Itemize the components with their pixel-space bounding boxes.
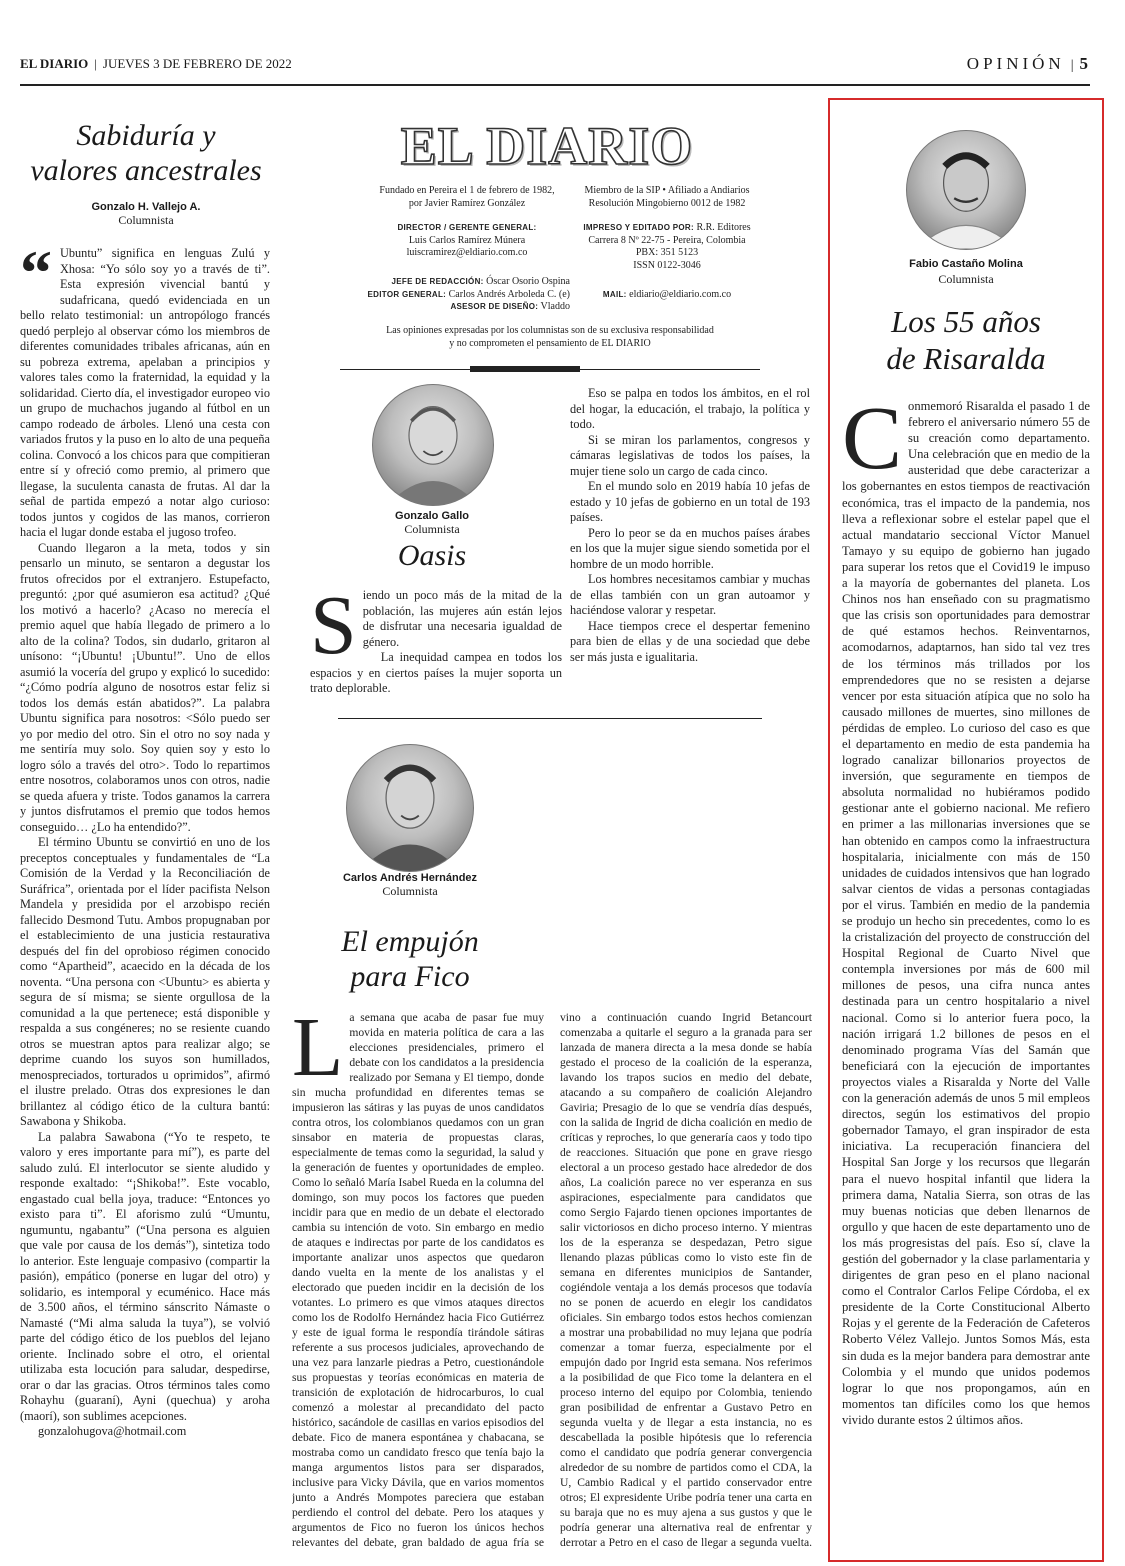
director-label: DIRECTOR / GERENTE GENERAL: <box>397 223 537 232</box>
article-fico-title-line2: para Fico <box>350 960 470 994</box>
article-left-paragraph: Cuando llegaron a la meta, todos y sin pensarlo un minuto, se sentaron a degustar los frutos ofrecidos por el extranjero. Estupefacto, preguntó: ¿por qué asumieron esa actitud? ¿Qué los motivó a hacerlo? ¿Acaso no merecía el premio aquel que había llegado de primero a lo alto de la colina? Todos, sin dudarlo, gritaron al unísono: “¡Ubuntu! ¡Ubuntu!”. Uno de ellos asumió la vocería del grupo y explicó lo sucedido: “¿Cómo podría alguno de nosotros estar feliz si todos los demás están abatidos?”. La palabra Ubuntu significa para nosotros: <Sólo puedo ser yo por medio del otro. Sin el otro no soy nada y me sentiría muy solo. Soy quien soy y esto lo logro sólo a través del otro>. Todo lo repartimos entre nosotros, colaboramos unos con otros, nadie se queda afuera y triste. Todos ganamos la carrera y juntos disfrutamos el premio que todos hemos conseguido… ¿Lo ha entendido?”. <box>20 540 270 834</box>
article-left-title <box>20 118 272 189</box>
article-oasis-paragraph: Si se miran los parlamentos, congresos y cámaras legislativas de todos los países, la mujer tiene solo un cargo de cada cinco. <box>570 432 810 478</box>
mail-label: MAIL: <box>602 290 627 299</box>
article-fico-body <box>292 1010 812 1556</box>
masthead-rule-accent <box>470 366 580 372</box>
director-name: Luis Carlos Ramírez Múnera <box>408 234 526 246</box>
article-oasis-paragraph: La inequidad campea en todos los espacios y en ciertos países la mujer soporta un trato deplorable. <box>310 650 562 695</box>
article-fico-paragraph <box>292 1010 812 1556</box>
gonzalo-gallo-photo <box>372 384 494 506</box>
article-fico-title-line1: El empujón <box>341 925 479 958</box>
article-oasis-dropcap: S <box>310 588 357 672</box>
header-section: OPINIÓN <box>966 54 1065 73</box>
masthead-disclaimer <box>330 325 770 350</box>
header-paper-name: EL DIARIO <box>20 56 89 71</box>
masthead-printer <box>572 222 762 272</box>
editor-name: Carlos Andrés Arboleda C. (e) <box>448 288 570 300</box>
article-left-paragraph <box>20 246 270 541</box>
article-oasis-first-text: iendo un poco más de la mitad de la población, las mujeres aún están lejos de disfrutar una necesaria igualdad de género. <box>362 588 562 649</box>
disclaimer-line2: y no comprometen el pensamiento de EL DIARIO <box>449 337 651 349</box>
article-oasis-body-b <box>570 386 810 698</box>
article-oasis-paragraph: En el mundo solo en 2019 había 10 jefas de estado y 10 jefas de gobierno en un total de 193 países. <box>570 479 810 524</box>
fabio-castano-photo <box>906 130 1026 250</box>
article-left-first-text: Ubuntu” significa en lenguas Zulú y Xhosa: “Yo sólo soy yo a través de ti”. Esta expresión vivencial bantú y sudafricana, quedó evidenciada en un bello relato testimonial: un antropólogo francés quedó perplejo al observar cómo los miembros de diferentes comunidades tribales africanas, aún en su pobreza extrema, apelaban a principios y valores tales como la fraternidad, la equidad y la solidaridad. Cierto día, el investigador europeo vio un grupo de muchachos jugando al fútbol en un campo rodeado de árboles. Llenó una cesta con variados frutos y la puso en lo alto de una pequeña colina. Convocó a los chicos para que compitieran entre sí y ofreció como premio, al primero que llegase, la suculenta canasta de frutas. Al dar la señal de partida empezó a notar algo curioso: todos juntos y cogidos de las manos, corrieron hacia el lugar donde estaba el jugoso trofeo. <box>20 246 270 539</box>
masthead-logo-text: EL DIARIO <box>400 116 694 176</box>
article-left-role: Columnista <box>118 212 174 227</box>
article-left-body <box>20 246 270 1556</box>
article-right-paragraph <box>842 398 1090 1428</box>
header-rule <box>20 84 1090 86</box>
article-oasis-role: Columnista <box>404 522 460 536</box>
masthead-staff <box>340 276 570 314</box>
section-divider <box>338 718 762 719</box>
editor-label: EDITOR GENERAL: <box>367 289 447 299</box>
article-left-header <box>20 118 272 228</box>
design-name: Vladdo <box>540 301 570 312</box>
design-label: ASESOR DE DISEÑO: <box>450 302 539 311</box>
article-right-title-line1: Los 55 años <box>891 304 1041 339</box>
article-left-paragraph: El término Ubuntu se convirtió en uno de los preceptos conceptuales y fundamentales de “La Comisión de la Verdad y la Reconciliación de Suráfrica”, orientada por el líder pacifista Nelson Mandela y presidida por el arzobispo recién fallecido Desmond Tutu. Ambos propugnaban por el establecimiento de una justicia restaurativa después del fin del oprobioso régimen conocido como “Apartheid”, acaecido en la década de los noventa. “Una persona con <Ubuntu> es abierta y segura de sí misma; se siente orgullosa de la comunidad a la que pertenece; está disponible y respalda a sus congéneres; no se resiente cuando otros se muestran aptos para realizar algo; se deprime cuando los suyos son humillados, menospreciados, torturados u oprimidos”, afirmó el ilustre prelado. Otras dos expresiones le dan brillantez al código ético de la cultura bantú: Sawabona y Shikoba. <box>20 835 270 1128</box>
printed-label: IMPRESO Y EDITADO POR: <box>583 223 694 232</box>
page-header <box>20 56 1090 76</box>
masthead-mail <box>572 289 762 302</box>
mail-address: eldiario@eldiario.com.co <box>629 289 732 300</box>
director-email: luiscramirez@eldiario.com.co <box>406 247 528 258</box>
person-portrait-icon <box>373 385 493 505</box>
chief-label: JEFE DE REDACCIÓN: <box>391 277 484 286</box>
article-oasis-title: Oasis <box>397 539 467 572</box>
masthead-membership: Miembro de la SIP • Afiliado a Andiarios Resolución Mingobierno 0012 de 1982 <box>584 185 750 209</box>
printer-issn: ISSN 0122-3046 <box>633 259 701 271</box>
article-oasis-paragraph: Eso se palpa en todos los ámbitos, en el rol del hogar, la educación, el trabajo, la política y todo. <box>570 386 810 431</box>
article-right-body <box>842 398 1090 1552</box>
printer-pbx: PBX: 351 5123 <box>635 247 699 258</box>
article-oasis-paragraph <box>310 588 562 672</box>
article-fico-text <box>292 1010 812 1556</box>
article-oasis-author: Gonzalo Gallo <box>395 510 469 522</box>
disclaimer-line1: Las opiniones expresadas por los columnistas son de su exclusiva responsabilidad <box>386 325 714 336</box>
article-fico-dropcap: L <box>292 1010 344 1094</box>
article-left-paragraph: La palabra Sawabona (“Yo te respeto, te valoro y eres importante para mí”), es parte del saludo zulú. El interlocutor se siente aludido y responde exaltado: “¡Shikoba!”. Este vocablo, engastado cual bella joya, traduce: “Entonces yo existo para ti”. El aforismo zulú “Umuntu, ngumuntu, ngabantu” (“Una persona es alguien que vale por causa de los demás”), sintetiza todo lo anterior. Este lenguaje compasivo (compartir la pasión), empático (ponerse en lugar del otro) y solidario, es intemporal y ecuménico. Hace más de 3.500 años, el término sánscrito Námaste o Namasté (“Mi alma saluda la tuya”), se volvió parte del código ético de los pueblos del lejano oriente. Inclinado sobre el otro, el oriental utilizaba esta locución para saludar, despedirse, orar o dar las gracias. Otros términos tales como Rohayhu (guaraní), Ayni (quechua) y aroha (maorí), son sublimes acepciones. <box>20 1129 270 1423</box>
quote-mark-icon: “ <box>20 246 52 308</box>
header-page-number: 5 <box>1079 54 1088 73</box>
article-oasis-paragraph: Pero lo peor se da en muchos países árabes en los que la mujer sigue siendo sometida por el hombre de un modo horrible. <box>570 525 810 571</box>
person-portrait-icon <box>347 745 473 871</box>
header-separator-right: | <box>1070 58 1074 73</box>
article-left-title-line2: valores ancestrales <box>30 154 262 188</box>
article-oasis-paragraph: Hace tiempos crece el despertar femenino para bien de ellas y de una sociedad que debe ser más justa e igualitaria. <box>570 618 810 664</box>
article-right-title <box>848 304 1084 377</box>
carlos-hernandez-photo <box>346 744 474 872</box>
header-right <box>967 54 1088 74</box>
printed-by: R.R. Editores <box>696 222 751 233</box>
article-right-role: Columnista <box>938 272 994 286</box>
person-portrait-icon <box>907 131 1025 249</box>
article-right-author: Fabio Castaño Molina <box>909 258 1023 270</box>
masthead-logo <box>392 118 702 174</box>
article-right-title-line2: de Risaralda <box>886 340 1046 376</box>
article-fico-role: Columnista <box>382 884 438 898</box>
header-separator: | <box>94 56 97 71</box>
printer-address: Carrera 8 Nº 22-75 - Pereira, Colombia <box>588 234 746 246</box>
masthead-founded: Fundado en Pereira el 1 de febrero de 1982, por Javier Ramírez González <box>379 185 555 209</box>
chief-name: Óscar Osorio Ospina <box>486 276 570 287</box>
article-left-email: gonzalohugova@hotmail.com <box>38 1424 187 1438</box>
article-right-text: onmemoró Risaralda el pasado 1 de febrero el aniversario número 55 de su creación como departamento. Una celebración que en medio de la austeridad que debe caracterizar a los gobernantes en estos tiempos de reactivación económica, tras el impacto de la pandemia, nos lleva a reflexionar sobre el estelar papel que el actual mandatario seccional Víctor Manuel Tamayo y su equipo de gobierno han jugado para superar los retos que el Covid19 le impuso a la mayoría de gobernantes del planeta. Los Chinos nos han enseñado con su pragmatismo que las crisis son oportunidades para demostrar de qué estamos hechos. Reinventarnos, acomodarnos, adaptarnos, han sido tal vez tres de los términos más trillados por los emprendedores que no se resisten a dejarse vencer por esta situación atípica que no solo ha causado millones de muertes, sino millones de pérdidas de empleo. Lo curioso del caso es que el departamento en medio de esta pandemia ha logrado canalizar billonarios proyectos de inversión, que seguramente en tiempos de absoluta normalidad no hubiéramos podido gestionar ante el gobierno nacional. Me refiero en primer a las millonarias inversiones que se han obtenido en campos como la infraestructura hospitalaria, inicialmente con más de 150 unidades de cuidados intensivos que han logrado salvar cientos de vidas a personas contagiadas por el virus. También en medio de la pandemia se produjo un hecho sin precedentes, como lo es la cristalización del proyecto de construcción del Hospital Regional de Cuarto Nivel que contempla inversiones por más de 600 mil millones de pesos, una cifra nunca antes destinada para un centro hospitalario a nivel nacional. Como si lo anterior fuera poco, la nación irrigará 1.2 billones de pesos en el denominado programa Vías del Samán que beneficiará con la ejecución de importantes proyectos viales a Risaralda y Norte del Valle con la generación además de unos 5 mil empleos directos, según los estimativos del propio gobernador Tamayo, el gran inspirador de esta iniciativa. La recuperación financiera del Hospital San Jorge y los recursos que llegarán para el nuevo hospital infantil que lidera la primera dama, Natalia Sierra, son otras de las muy buenas noticias que deben llenarnos de orgullo y que hacen de este departamento uno de los más progresistas del país. Eso sí, clave la gestión del gobernador y la clase parlamentaria y dirigentes de gran peso en el plano nacional como el Contralor Carlos Felipe Córdoba, el ex presidente de la Corte Constitucional Alberto Rojas y el gerente de la Federación de Cafeteros Roberto Vélez Vallejo. Juntos Somos Más, esta sin duda es la mejor bandera para demostrar ante Colombia y el mundo que unidos podemos lograr lo que nos propongamos, aún en momentos tan difíciles como los que hemos vivido durante estos 2 últimos años. <box>842 399 1090 1427</box>
masthead-director <box>372 222 562 260</box>
article-fico-first-text: a semana que acaba de pasar fue muy movida en materia política de cara a las elecciones presidenciales, primero el debate con los candidatos a la presidencia realizado por Semana y El tiempo, donde sin mucha profundidad en diferentes temas se impusieron las sátiras y las puyas de unos candidatos contra otros, los colombianos quedamos con un gran sinsabor en materia de propuestas claras, especialmente de temas como la seguridad, la salud y la generación de fuentes y oportunidades de empleo. Como lo señaló María Isabel Rueda en la columna del domingo, son muy pocos los factores que pueden incidir para que en medio de un debate el electorado cambia su intención de voto. Sin embargo en medio de ataques e indirectas por parte de los candidatos es importante analizar unos aspectos que quedaron dando vuelta en la mente de los analistas y el electorado que pueden incidir en la decisión de los votantes. Lo primero es que vimos ataques directos como los de Rodolfo Hernández hacia Fico Gutiérrez y este de igual forma le respondía tirándole sátiras referente a sus procesos judiciales, aprovechando de una vez para lanzarle piedras a Petro, cuestionándole sus propuestas y teorías económicas en materia de transición de explotación de hidrocarburos, lo cual comenzó a molestar al precandidato del pacto histórico, sacándole de casillas en varios episodios del debate. Fico de manera espontánea y chabacana, se mostraba como un candidato fresco que tenía bajo la manga argumentos listos para ser disparados, inclusive para Vicky Dávila, que en varios momentos junto a Andrés Mompotes pareciera que estaban perdiendo el control del debate. Pero los ataques y argumentos de Fico no fueron los únicos hechos relevantes del debate, gran baldado de agua fría se vino a continuación cuando Ingrid Betancourt comenzaba a quitarle el seguro a la granada para ser lanzada de manera directa a la mesa donde se había gestado el proceso de la coalición de la esperanza, lavando los trapos sucios en medio del debate, atacando a su compañero de coalición Alejandro Gaviria; Presagio de lo que se vendría días después, con la salida de Ingrid de dicha coalición en medio de críticas y reproches, lo que generaría caos y todo tipo de reacciones. Situación que pone en grave riesgo electoral a un proceso gestado hace alrededor de dos años, La coalición parece no ver esperanza en sus aspiraciones, especialmente para candidatos que como Sergio Fajardo tienen opciones importantes de salir victoriosos en dicho proceso interno. Y mientras los de la esperanza se despedazan, Petro sigue llenando plazas públicas como lo visto este fin de semana en diferentes municipios de Santander, cogiéndole ventaja a los demás procesos que todavía no se ponen de acuerdo en elegir los candidatos oficiales. Sin embargo todos estos hechos comienzan a mostrar una probabilidad no muy lejana que podría comenzar a tomar fuerza, especialmente por el empujón dado por Ingrid esta semana. Nos referimos a la posibilidad de que Fico tome la delantera en el proceso interno del equipo por Colombia, teniendo gran posibilidad de enfrentar a Gustavo Petro en segunda vuelta y de llegar a esta instancia, no es descabellada la posible hipótesis que lo referencia como el candidato que podría generar convergencia alrededor de su nombre de partidos como el CDA, la U, Cambio Radical y el partido conservador entre otros; El expresidente Uribe podría tener una carta en su baraja que no es muy ajena a sus gustos y que le podría generar una alternativa real de enfrentar y derrotar a Petro en el caso de llegar a segunda vuelta. <box>292 1011 812 1549</box>
article-oasis-paragraph: Los hombres necesitamos cambiar y muchas de ellas también con un gran autoamor y haciéndose valorar y respetar. <box>570 572 810 617</box>
article-left-author: Gonzalo H. Vallejo A. <box>91 200 201 213</box>
article-left-title-line1: Sabiduría y <box>76 119 216 152</box>
article-fico-title <box>310 924 510 995</box>
article-right-dropcap: C <box>842 398 903 488</box>
article-fico-author: Carlos Andrés Hernández <box>342 872 478 884</box>
header-date: JUEVES 3 DE FEBRERO DE 2022 <box>102 56 292 71</box>
article-oasis-body-a <box>310 588 562 698</box>
header-left <box>20 56 292 72</box>
